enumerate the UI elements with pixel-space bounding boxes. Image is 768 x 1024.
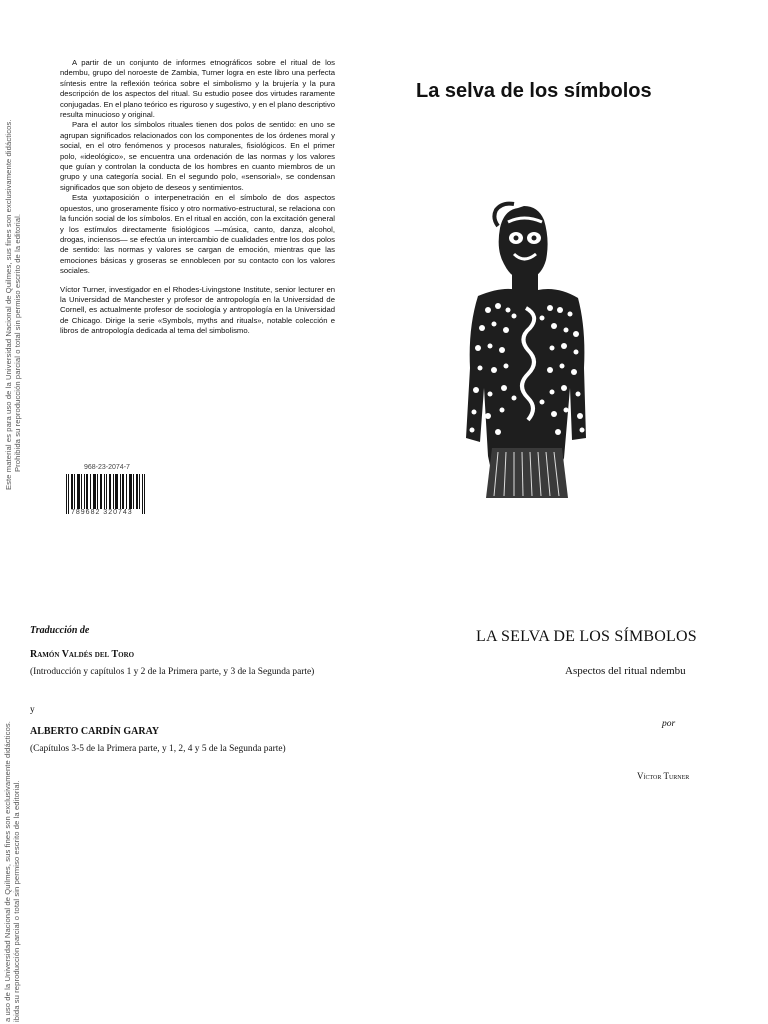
painted-figure-icon (458, 198, 596, 518)
translator-2: ALBERTO CARDÍN GARAY (30, 726, 160, 737)
isbn: 968-23-2074-7 (84, 464, 130, 471)
page-subtitle: Aspectos del ritual ndembu (565, 665, 686, 677)
cover-title: La selva de los símbolos (416, 80, 652, 102)
side-notice-lower-line-1: a uso de la Universidad Nacional de Quilmes, sus fines son exclusivamente didácticos. (3, 720, 12, 1022)
back-cover-blurb (60, 58, 335, 337)
side-notice-lower-line-2: ibida su reproducción parcial o total sin permiso escrito de la editorial. (12, 780, 21, 1022)
author-bio: Víctor Turner, investigador en el Rhodes-Livingstone Institute, senior lecturer en la Universidad de Manchester y profesor de antropología en la Universidad de Cornell, es actualmente profesor de sociología y antropología en la Universidad de Chicago. Dirige la serie «Symbols, myths and rituals», notable colección e libros de antropología dedicada al tema del simbolismo. (60, 284, 335, 336)
conjunction: y (30, 705, 35, 715)
translator-1-note: (Introducción y capítulos 1 y 2 de la Primera parte, y 3 de la Segunda parte) (30, 667, 315, 677)
page-title: LA SELVA DE LOS SÍMBOLOS (476, 628, 697, 645)
author-name: Víctor Turner (637, 771, 690, 781)
by-label: por (662, 719, 676, 729)
translator-1: Ramón Valdés del Toro (30, 649, 135, 660)
translation-label: Traducción de (30, 625, 90, 636)
side-notice-line-2: Prohibida su reproducción parcial o total sin permiso escrito de la editorial. (13, 213, 22, 472)
blurb-paragraph: A partir de un conjunto de informes etnográficos sobre el ritual de los ndembu, grupo del noroeste de Zambia, Turner logra en este libro una perfecta síntesis entre la reflexión teórica sobre el simbolismo y la brujería y la pura descripción de los aspectos del ritual. Su estudio posee dos virtudes raramente conjugadas. En el plano teórico es riguroso y sugestivo, y en el plano descriptivo resulta minucioso y original. (60, 58, 335, 120)
blurb-paragraph: Esta yuxtaposición o interpenetración en el símbolo de dos aspectos opuestos, uno groseramente físico y otro normativo-estructural, se relaciona con la función social de los símbolos. En el ritual en acción, con la excitación general y los estímulos directamente fisiológicos —música, canto, danza, alcohol, drogas, inciensos— se efectúa un intercambio de cualidades entre los dos polos de sentido: las normas y valores se cargan de emoción, mientras que las emociones básicas y groseras se ennoblecen por su contacto con los valores sociales. (60, 193, 335, 276)
blurb-paragraph: Para el autor los símbolos rituales tienen dos polos de sentido: en uno se agrupan significados relacionados con los componentes de los órdenes moral y social, en el otro fenómenos y procesos naturales, fisiológicos. En el primer polo, «ideológico», se encuentra una ordenación de las normas y los valores que guían y controlan la conducta de los hombres en cuanto miembros de un grupo y una categoría social. En el segundo polo, «sensorial», se condensan significados que son objeto de deseos y sentimientos. (60, 120, 335, 192)
barcode-number: 789682 320743 (71, 509, 133, 516)
side-copyright-notice-lower (3, 721, 21, 1022)
side-copyright-notice (4, 119, 22, 490)
barcode-icon (64, 474, 152, 514)
side-notice-line-1: Este material es para uso de la Universidad Nacional de Quilmes, sus fines son exclusivamente didácticos. (4, 119, 13, 490)
translator-2-note: (Capítulos 3-5 de la Primera parte, y 1, 2, 4 y 5 de la Segunda parte) (30, 744, 286, 754)
